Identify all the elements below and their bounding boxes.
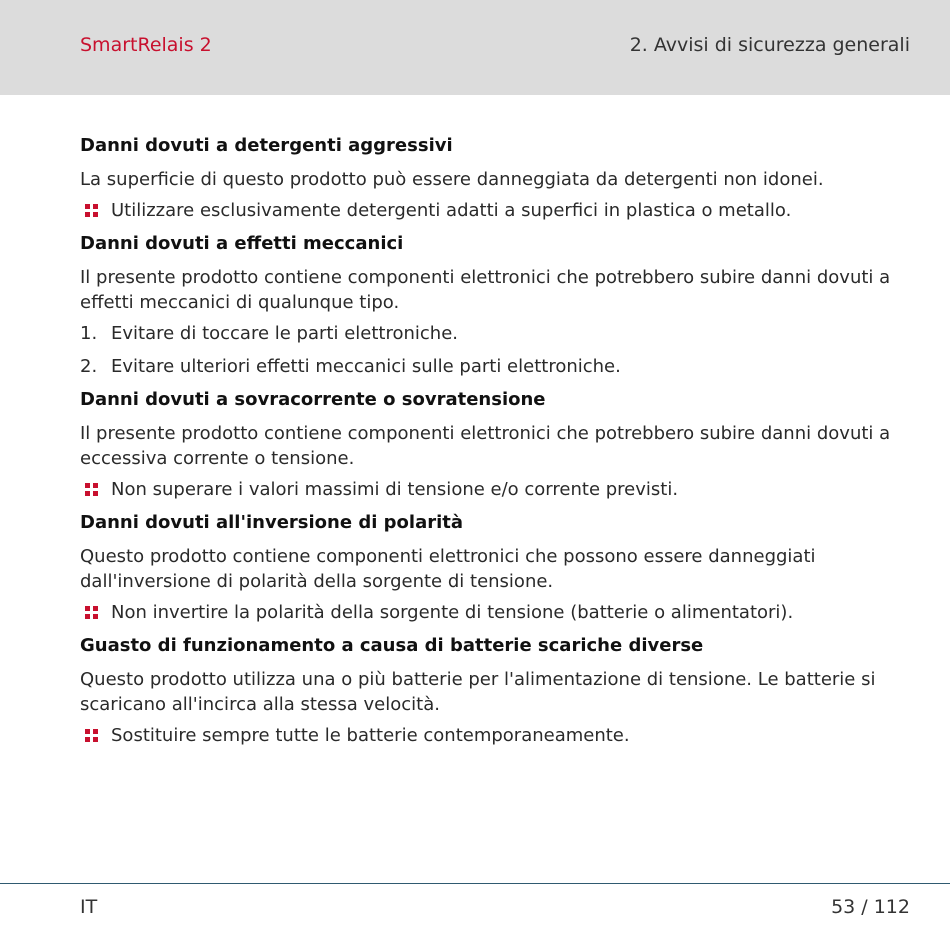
- chapter-title: 2. Avvisi di sicurezza generali: [629, 34, 910, 56]
- section-polarity: [80, 510, 910, 625]
- section-text: Questo prodotto utilizza una o più batterie per l'alimentazione di tensione. Le batterie si scaricano all'incirca alla stessa velocità.: [80, 669, 876, 715]
- action-text: Non superare i valori massimi di tensione e/o corrente previsti.: [111, 479, 679, 500]
- page-header: [0, 0, 950, 95]
- action-text: Non invertire la polarità della sorgente di tensione (batterie o alimentatori).: [111, 602, 794, 623]
- step-text: Evitare ulteriori effetti meccanici sulle parti elettroniche.: [111, 356, 621, 377]
- section-title: Danni dovuti a sovracorrente o sovratensione: [80, 389, 546, 410]
- language-code: IT: [80, 896, 98, 918]
- section-title: Danni dovuti a effetti meccanici: [80, 233, 404, 254]
- section-overcurrent: [80, 387, 910, 502]
- action-text: Sostituire sempre tutte le batterie contemporaneamente.: [111, 725, 630, 746]
- footer-divider: [0, 883, 950, 884]
- action-bullet-icon: [85, 483, 98, 496]
- section-text: Il presente prodotto contiene componenti elettronici che potrebbero subire danni dovuti a effetti meccanici di qualunque tipo.: [80, 267, 891, 313]
- section-detergents: [80, 133, 910, 223]
- section-text: La superficie di questo prodotto può essere danneggiata da detergenti non idonei.: [80, 169, 824, 190]
- section-mechanical: [80, 231, 910, 379]
- section-title: Danni dovuti a detergenti aggressivi: [80, 135, 453, 156]
- action-bullet-icon: [85, 204, 98, 217]
- action-item: [80, 477, 910, 502]
- product-name: SmartRelais 2: [80, 34, 212, 56]
- step-number: 1.: [80, 323, 98, 344]
- step-number: 2.: [80, 356, 98, 377]
- step-item: [80, 321, 910, 346]
- page-number: 53 / 112: [831, 896, 910, 918]
- section-title: Danni dovuti all'inversione di polarità: [80, 512, 464, 533]
- section-text: Il presente prodotto contiene componenti elettronici che potrebbero subire danni dovuti a eccessiva corrente o tensione.: [80, 423, 891, 469]
- section-batteries: [80, 633, 910, 748]
- section-title: Guasto di funzionamento a causa di batterie scariche diverse: [80, 635, 704, 656]
- step-text: Evitare di toccare le parti elettroniche.: [111, 323, 458, 344]
- step-item: [80, 354, 910, 379]
- action-item: [80, 198, 910, 223]
- action-item: [80, 600, 910, 625]
- action-bullet-icon: [85, 606, 98, 619]
- action-text: Utilizzare esclusivamente detergenti adatti a superfici in plastica o metallo.: [111, 200, 792, 221]
- action-item: [80, 723, 910, 748]
- section-text: Questo prodotto contiene componenti elettronici che possono essere danneggiati dall'inversione di polarità della sorgente di tensione.: [80, 546, 816, 592]
- page-content: [80, 133, 910, 756]
- action-bullet-icon: [85, 729, 98, 742]
